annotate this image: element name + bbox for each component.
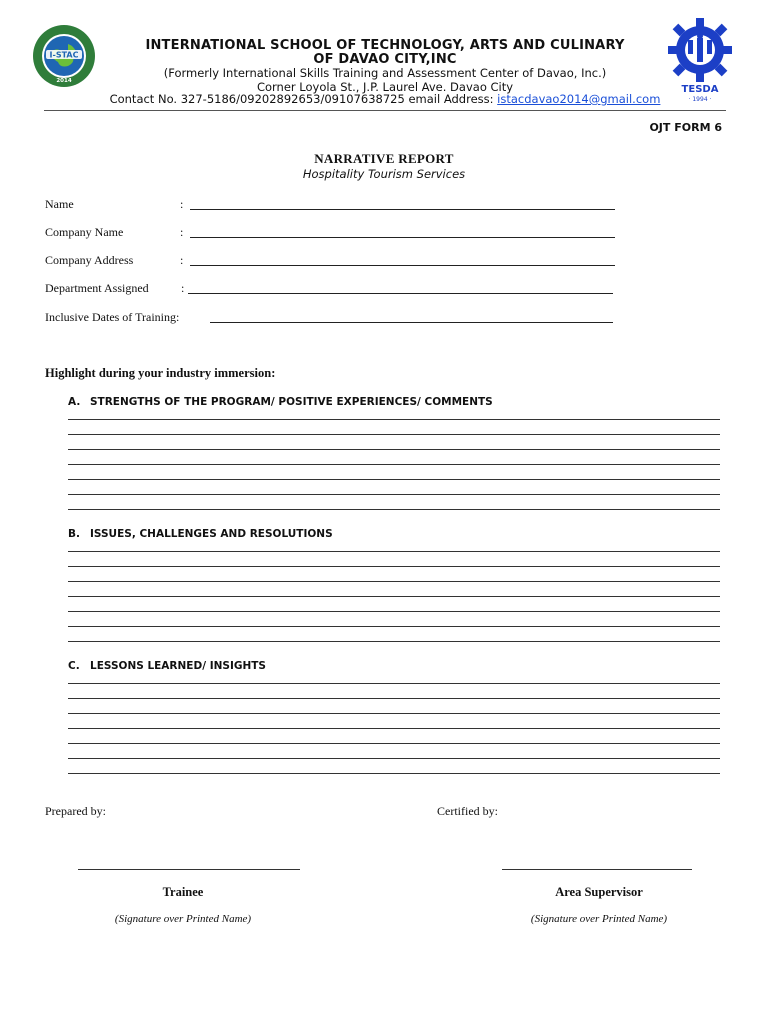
contact-text: Contact No. 327-5186/09202892653/09107638725 email Address:: [109, 92, 498, 106]
section-a-heading: [68, 396, 493, 408]
prepared-by-label: Prepared by:: [45, 804, 106, 818]
seal-year: 2014: [56, 78, 72, 84]
writing-line: [68, 551, 720, 552]
trainee-signature-note: (Signature over Printed Name): [114, 913, 252, 925]
field-label: Company Address: [45, 253, 134, 267]
address-text: Corner Loyola St., J.P. Laurel Ave. Davao City: [256, 80, 514, 94]
field-colon: :: [180, 197, 184, 211]
writing-line: [68, 713, 720, 714]
field-label: Company Name: [45, 225, 124, 239]
form-number: OJT FORM 6: [649, 121, 722, 134]
writing-line: [68, 479, 720, 480]
field-line: [190, 237, 615, 238]
writing-line: [68, 464, 720, 465]
writing-line: [68, 596, 720, 597]
field-colon: :: [181, 281, 185, 295]
field-label: Department Assigned: [45, 281, 149, 295]
field-line: [210, 322, 613, 323]
school-name-line2: OF DAVAO CITY,INC: [313, 52, 457, 67]
writing-line: [68, 758, 720, 759]
writing-line: [68, 434, 720, 435]
writing-line: [68, 566, 720, 567]
contact-line: [60, 92, 710, 106]
header-divider: [44, 110, 726, 111]
writing-line: [68, 509, 720, 510]
writing-line: [68, 494, 720, 495]
tesda-text: TESDA: [681, 84, 719, 95]
writing-line: [68, 626, 720, 627]
formerly-text: (Formerly International Skills Training and Assessment Center of Davao, Inc.): [163, 66, 607, 80]
field-colon: :: [180, 253, 184, 267]
writing-line: [68, 728, 720, 729]
field-line: [190, 209, 615, 210]
trainee-signature-line[interactable]: [78, 869, 300, 870]
writing-line: [68, 611, 720, 612]
section-title: ISSUES, CHALLENGES AND RESOLUTIONS: [90, 528, 333, 540]
field-line: [188, 293, 613, 294]
seal-text: I-STAC: [49, 50, 79, 60]
section-c-heading: [68, 660, 266, 672]
certified-by-label: Certified by:: [437, 804, 498, 818]
section-letter: C.: [68, 660, 80, 672]
writing-line: [68, 449, 720, 450]
supervisor-signature-note: (Signature over Printed Name): [530, 913, 668, 925]
writing-line: [68, 581, 720, 582]
report-subtitle: Hospitality Tourism Services: [302, 167, 466, 181]
writing-line: [68, 743, 720, 744]
highlight-prompt: Highlight during your industry immersion:: [45, 366, 276, 380]
writing-line: [68, 641, 720, 642]
section-letter: B.: [68, 528, 80, 540]
writing-line: [68, 698, 720, 699]
field-label: Inclusive Dates of Training:: [45, 310, 180, 324]
school-name-line1: INTERNATIONAL SCHOOL OF TECHNOLOGY, ARTS AND CULINARY: [145, 38, 625, 53]
email-link[interactable]: istacdavao2014@gmail.com: [497, 92, 661, 106]
trainee-role: Trainee: [162, 885, 204, 899]
field-line: [190, 265, 615, 266]
report-title: NARRATIVE REPORT: [314, 151, 454, 166]
field-colon: :: [180, 225, 184, 239]
writing-line: [68, 419, 720, 420]
section-title: LESSONS LEARNED/ INSIGHTS: [90, 660, 266, 672]
section-letter: A.: [68, 396, 81, 408]
supervisor-role: Area Supervisor: [555, 885, 643, 899]
section-b-heading: [68, 528, 333, 540]
writing-line: [68, 773, 720, 774]
writing-line: [68, 683, 720, 684]
section-title: STRENGTHS OF THE PROGRAM/ POSITIVE EXPERIENCES/ COMMENTS: [90, 396, 493, 408]
field-label: Name: [45, 197, 74, 211]
supervisor-signature-line[interactable]: [502, 869, 692, 870]
tesda-year: · 1994 ·: [688, 96, 712, 102]
